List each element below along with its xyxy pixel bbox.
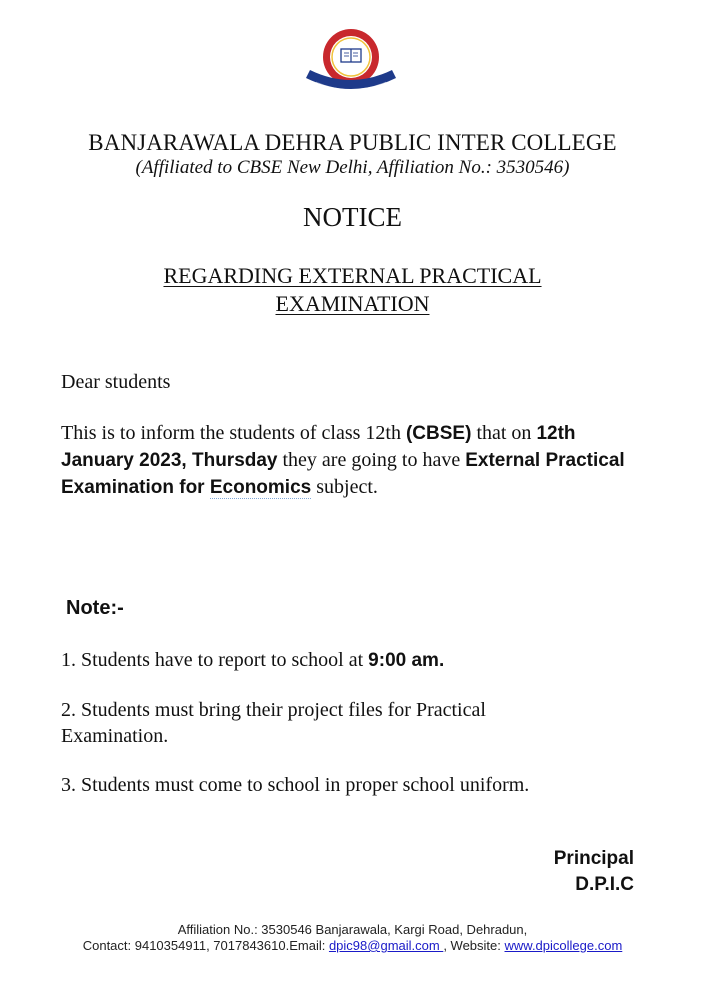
report-time: 9:00 am. [368,650,445,671]
note-item-2: 2. Students must bring their project files for Practical Examination. [61,699,486,747]
footer-website-label: , Website: [443,938,505,953]
email-link[interactable]: dpic98@gmail.com [328,938,444,953]
subject-line-1: REGARDING EXTERNAL PRACTICAL [163,263,542,288]
notice-paragraph [61,420,651,501]
paragraph-text: subject. [311,476,378,498]
footer-phone: Contact: 9410354911, 7017843610.Email: [82,938,329,953]
signature-org: D.P.I.C [575,874,634,895]
school-crest-logo [302,26,400,100]
exam-date: 12th January 2023, Thursday [61,423,576,471]
paragraph-text: that on [471,422,537,444]
paragraph-text: This is to inform the students of class 12th [61,422,406,444]
college-name: BANJARAWALA DEHRA PUBLIC INTER COLLEGE [88,130,617,155]
note-item-3: 3. Students must come to school in proper school uniform. [61,774,530,796]
subject-line-2: EXAMINATION [275,291,430,316]
signature-title: Principal [553,848,634,869]
footer-contact [0,938,705,953]
note-item-text: 1. Students have to report to school at [61,649,369,671]
salutation: Dear students [61,371,171,393]
paragraph-text: they are going to have [277,449,466,471]
website-link[interactable]: www.dpicollege.com [504,938,623,953]
note-item-1 [61,647,651,674]
notice-title: NOTICE [303,202,402,232]
exam-subject: Economics [209,477,312,498]
note-heading: Note:- [66,597,124,619]
affiliation-line: (Affiliated to CBSE New Delhi, Affiliation No.: 3530546) [135,157,570,178]
notice-subject [0,262,705,318]
board-name: (CBSE) [405,423,472,444]
footer-address: Affiliation No.: 3530546 Banjarawala, Kargi Road, Dehradun, [177,922,528,937]
exam-name: External Practical Examination for [61,450,625,498]
